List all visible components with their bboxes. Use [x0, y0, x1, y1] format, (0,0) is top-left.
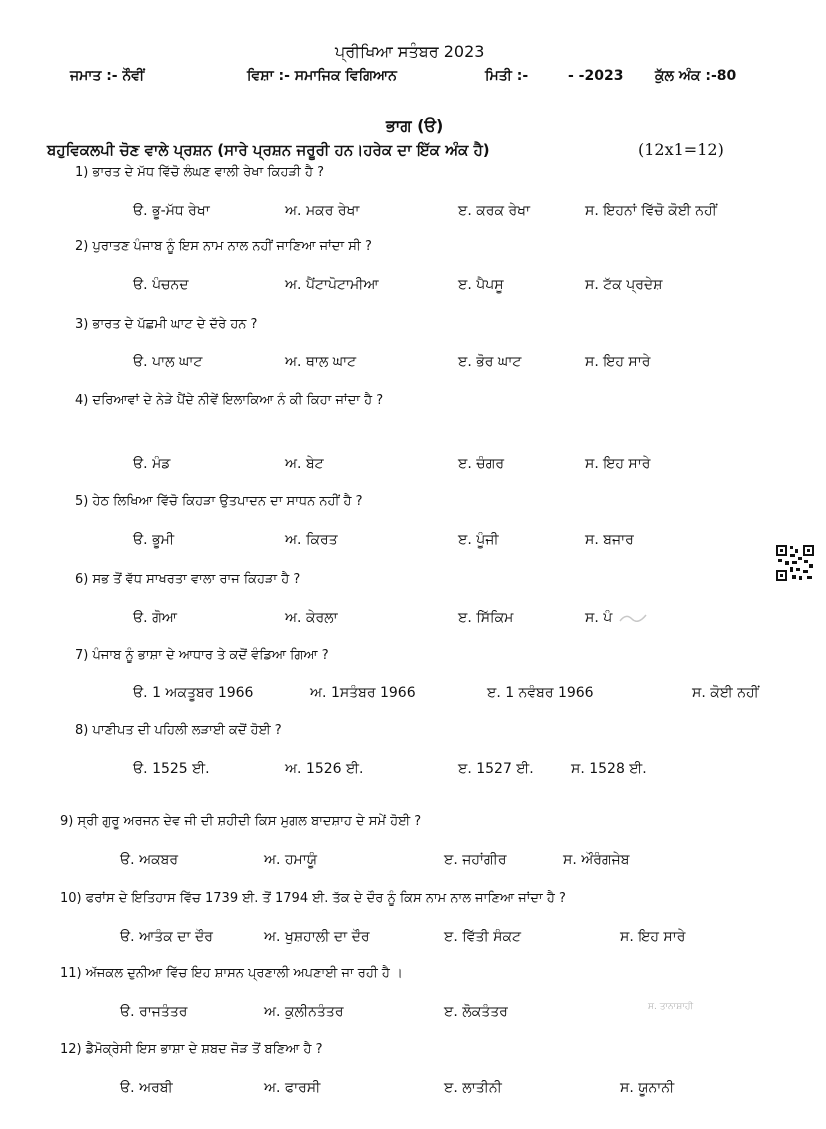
option-d: ਸ. ਟੱਕ ਪ੍ਰਦੇਸ਼: [585, 277, 663, 293]
option-a: ੳ. 1525 ਈ.: [133, 761, 210, 777]
option-d: ਸ. ਇਹ ਸਾਰੇ: [620, 929, 686, 945]
option-a: ੳ. ਗੋਆ: [133, 610, 178, 626]
option-d: ਸ. ਬਜਾਰ: [585, 532, 634, 548]
section-title: ਭਾਗ (ੳ): [386, 116, 444, 135]
option-b: ਅ. ਮਕਰ ਰੇਖਾ: [285, 203, 360, 219]
question-1: 1) ਭਾਰਤ ਦੇ ਮੱਧ ਵਿੱਚੋ ਲੰਘਣ ਵਾਲੀ ਰੇਖਾ ਕਿਹੜੀ ਹੈ ?: [75, 165, 324, 180]
smudge-mark: [618, 609, 648, 629]
date-value: - -2023: [568, 68, 624, 84]
option-c: ੲ. 1527 ਈ.: [458, 761, 534, 777]
option-c: ੲ. ਕਰਕ ਰੇਖਾ: [458, 203, 531, 219]
option-d: ਸ. ਔਰੰਗਜੇਬ: [563, 852, 630, 868]
option-c: ੲ. ਚੰਗਰ: [458, 456, 505, 472]
option-c: ੲ. 1 ਨਵੰਬਰ 1966: [487, 685, 594, 701]
qr-code-icon: [776, 545, 814, 581]
option-c: ੲ. ਵਿੱਤੀ ਸੰਕਟ: [444, 929, 521, 945]
option-d: ਸ. ਕੋਈ ਨਹੀਂ: [692, 685, 759, 701]
section-marks: (12x1=12): [638, 140, 724, 159]
option-c: ੲ. ਪੂੰਜੀ: [458, 532, 499, 548]
option-d: ਸ. ਇਹ ਸਾਰੇ: [585, 456, 651, 472]
option-b: ਅ. 1526 ਈ.: [285, 761, 364, 777]
option-d: ਸ. ਇਹਨਾਂ ਵਿੱਚੋ ਕੋਈ ਨਹੀਂ: [585, 203, 717, 219]
option-b: ਅ. 1ਸਤੰਬਰ 1966: [310, 685, 416, 701]
total-marks: ਕੁੱਲ ਅੰਕ :-80: [655, 68, 737, 84]
option-a: ੳ. ਰਾਜਤੰਤਰ: [120, 1004, 188, 1020]
option-b: ਅ. ਥਾਲ ਘਾਟ: [285, 354, 357, 370]
option-a: ੳ. ਅਕਬਰ: [120, 852, 179, 868]
option-d: ਸ. ਇਹ ਸਾਰੇ: [585, 354, 651, 370]
option-b: ਅ. ਫਾਰਸੀ: [264, 1080, 321, 1096]
option-a: ੳ. ਮੰਡ: [133, 456, 171, 472]
question-9: 9) ਸ੍ਰੀ ਗੁਰੂ ਅਰਜਨ ਦੇਵ ਜੀ ਦੀ ਸ਼ਹੀਦੀ ਕਿਸ ਮੁਗਲ ਬਾਦਸ਼ਾਹ ਦੇ ਸਮੇਂ ਹੋਈ ?: [60, 814, 422, 829]
option-a: ੳ. ਆਤੰਕ ਦਾ ਦੌਰ: [120, 929, 213, 945]
question-5: 5) ਹੇਠ ਲਿਖਿਆ ਵਿੱਚੋ ਕਿਹੜਾ ਉਤਪਾਦਨ ਦਾ ਸਾਧਨ ਨਹੀਂ ਹੈ ?: [75, 494, 363, 509]
option-c: ੲ. ਭੋਰ ਘਾਟ: [458, 354, 522, 370]
option-b: ਅ. ਕੁਲੀਨਤੰਤਰ: [264, 1004, 344, 1020]
question-2: 2) ਪੁਰਾਤਣ ਪੰਜਾਬ ਨੂੰ ਇਸ ਨਾਮ ਨਾਲ ਨਹੀਂ ਜਾਣਿਆ ਜਾਂਦਾ ਸੀ ?: [75, 239, 372, 254]
date-label: ਮਿਤੀ :-: [485, 68, 529, 84]
exam-title: ਪ੍ਰੀਖਿਆ ਸਤੰਬਰ 2023: [335, 42, 485, 61]
option-b: ਅ. ਹਮਾਯੂੰ: [264, 852, 318, 868]
option-c: ੲ. ਪੈਪਸੂ: [458, 277, 504, 293]
option-b: ਅ. ਕਿਰਤ: [285, 532, 338, 548]
option-a: ੳ. ਪੰਚਨਦ: [133, 277, 189, 293]
option-a: ੳ. ਭੂਮੀ: [133, 532, 175, 548]
section-instruction: ਬਹੁਵਿਕਲਪੀ ਚੋਣ ਵਾਲੇ ਪ੍ਰਸ਼ਨ (ਸਾਰੇ ਪ੍ਰਸ਼ਨ ਜਰੂਰੀ ਹਨ।ਹਰੇਕ ਦਾ ਇੱਕ ਅੰਕ ਹੈ): [47, 141, 490, 159]
option-c: ੲ. ਜਹਾਂਗੀਰ: [444, 852, 507, 868]
option-c: ੲ. ਲਾਤੀਨੀ: [444, 1080, 502, 1096]
option-c: ੲ. ਸਿੱਕਿਮ: [458, 610, 514, 626]
option-b: ਅ. ਬੇਟ: [285, 456, 324, 472]
question-10: 10) ਫਰਾਂਸ ਦੇ ਇਤਿਹਾਸ ਵਿੱਚ 1739 ਈ. ਤੋਂ 1794 ਈ. ਤੱਕ ਦੇ ਦੌਰ ਨੂੰ ਕਿਸ ਨਾਮ ਨਾਲ ਜਾਣਿਆ ਜਾਂਦਾ ਹੈ ?: [60, 891, 566, 906]
option-b: ਅ. ਕੇਰਲਾ: [285, 610, 338, 626]
option-a: ੳ. ਪਾਲ ਘਾਟ: [133, 354, 203, 370]
question-12: 12) ਡੈਮੋਕ੍ਰੇਸੀ ਇਸ ਭਾਸ਼ਾ ਦੇ ਸ਼ਬਦ ਜੋੜ ਤੋਂ ਬਣਿਆ ਹੈ ?: [60, 1042, 323, 1057]
option-b: ਅ. ਖੁਸ਼ਹਾਲੀ ਦਾ ਦੌਰ: [264, 929, 370, 945]
option-a: ੳ. ਅਰਬੀ: [120, 1080, 173, 1096]
question-6: 6) ਸਭ ਤੋਂ ਵੱਧ ਸਾਖਰਤਾ ਵਾਲਾ ਰਾਜ ਕਿਹੜਾ ਹੈ ?: [75, 572, 301, 587]
option-c: ੲ. ਲੋਕਤੰਤਰ: [444, 1004, 508, 1020]
option-d: ਸ. ਯੂਨਾਨੀ: [620, 1080, 675, 1096]
question-8: 8) ਪਾਣੀਪਤ ਦੀ ਪਹਿਲੀ ਲੜਾਈ ਕਦੋਂ ਹੋਈ ?: [75, 723, 282, 738]
question-4: 4) ਦਰਿਆਵਾਂ ਦੇ ਨੇੜੇ ਪੈਂਦੇ ਨੀਵੇਂ ਇਲਾਕਿਆ ਨੰ ਕੀ ਕਿਹਾ ਜਾਂਦਾ ਹੈ ?: [75, 393, 384, 408]
option-b: ਅ. ਪੈਂਟਾਪੋਟਾਮੀਆ: [285, 277, 379, 293]
option-a: ੳ. 1 ਅਕਤੂਬਰ 1966: [133, 685, 254, 701]
option-d: ਸ. ਪੰ: [585, 610, 613, 626]
question-11: 11) ਅੱਜਕਲ ਦੁਨੀਆ ਵਿੱਚ ਇਹ ਸ਼ਾਸਨ ਪ੍ਰਣਾਲੀ ਅਪਣਾਈ ਜਾ ਰਹੀ ਹੈ ।: [60, 966, 403, 981]
question-3: 3) ਭਾਰਤ ਦੇ ਪੱਛਮੀ ਘਾਟ ਦੇ ਦੱਰੇ ਹਨ ?: [75, 317, 258, 332]
option-d: ਸ. 1528 ਈ.: [571, 761, 647, 777]
subject-label: ਵਿਸ਼ਾ :- ਸਮਾਜਿਕ ਵਿਗਿਆਨ: [247, 68, 397, 84]
class-label: ਜਮਾਤ :- ਨੌਵੀਂ: [70, 68, 145, 84]
option-d: ਸ. ਤਾਨਾਸ਼ਾਹੀ: [648, 1002, 694, 1012]
option-a: ੳ. ਭੂ-ਮੱਧ ਰੇਖਾ: [133, 203, 210, 219]
question-7: 7) ਪੰਜਾਬ ਨੂੰ ਭਾਸ਼ਾ ਦੇ ਆਧਾਰ ਤੇ ਕਦੋਂ ਵੰਡਿਆ ਗਿਆ ?: [75, 648, 329, 663]
